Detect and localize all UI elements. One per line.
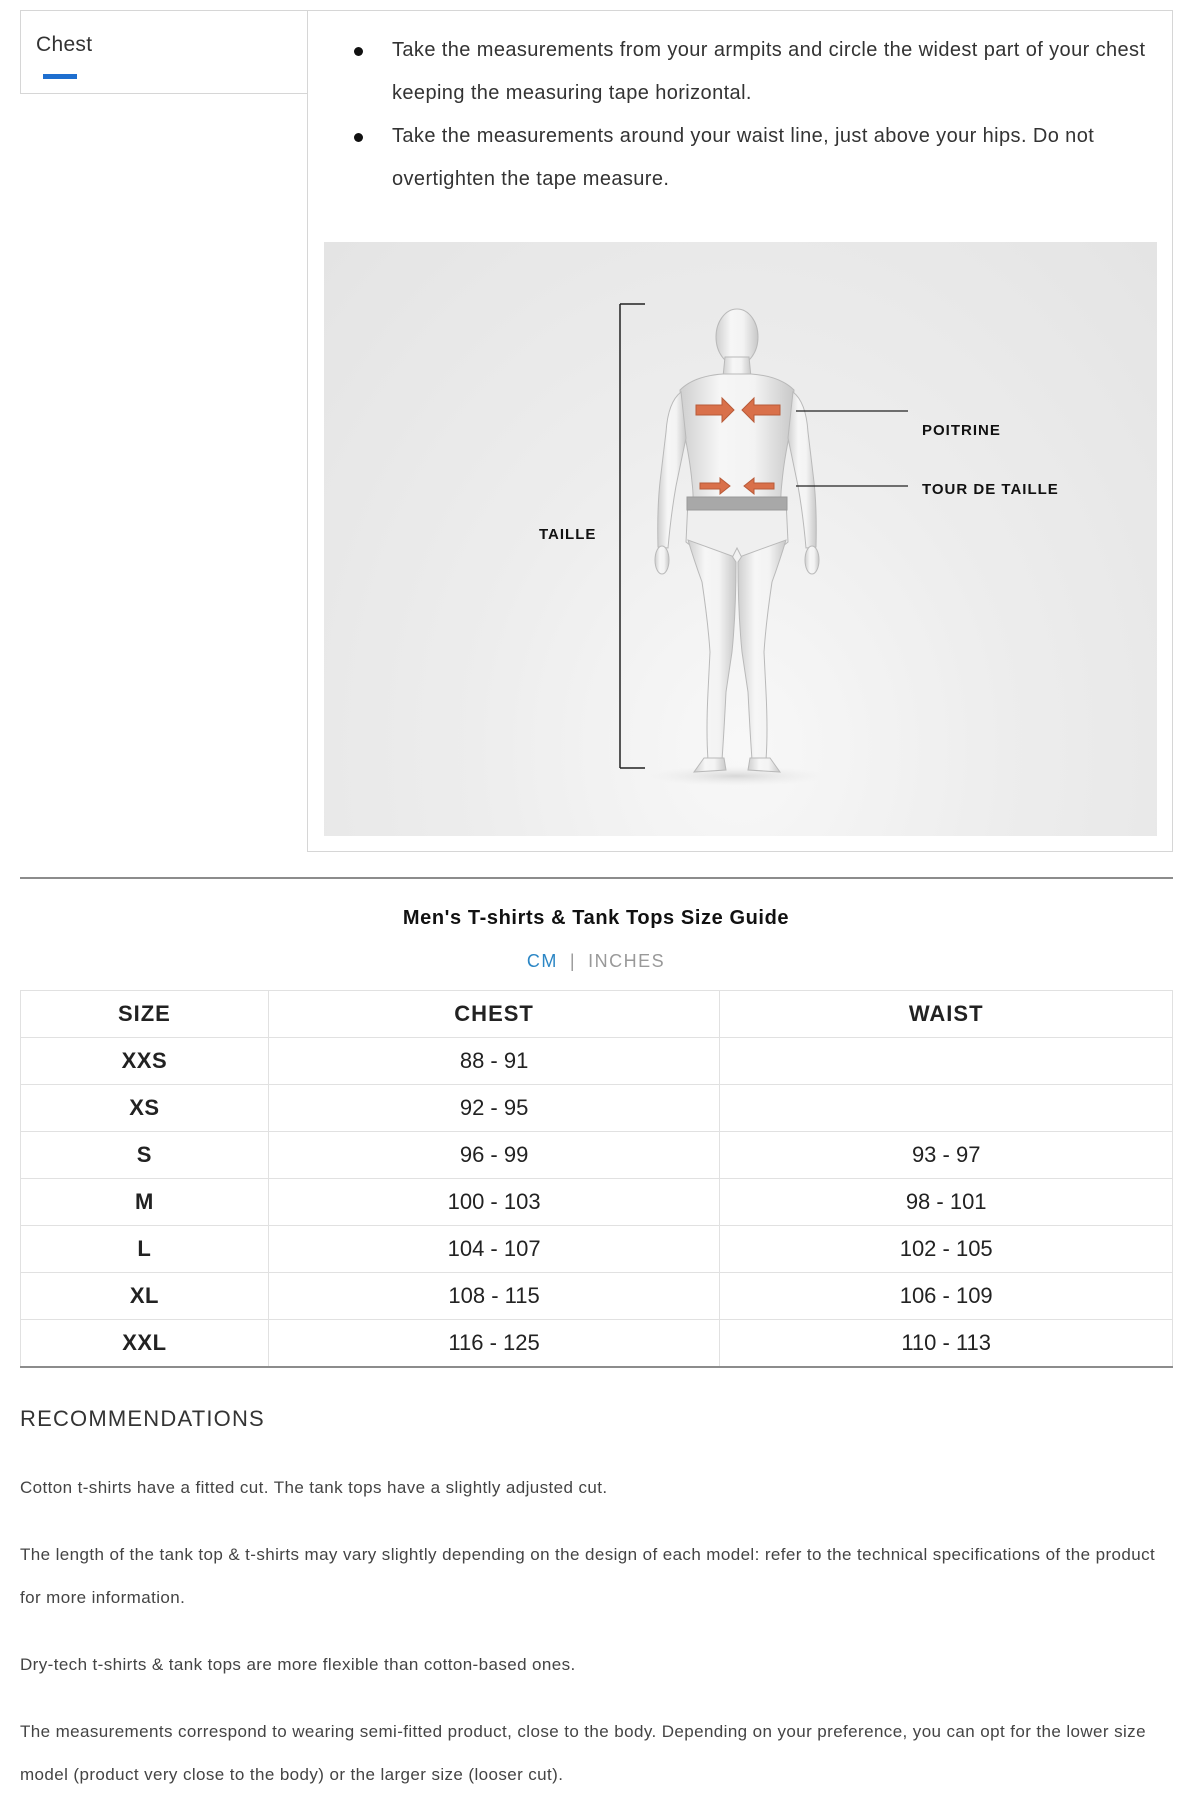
size-guide-title: Men's T-shirts & Tank Tops Size Guide — [402, 907, 790, 929]
chest-cell: 88 - 91 — [268, 1038, 720, 1085]
size-cell: XXL — [21, 1320, 269, 1368]
waist-cell: 93 - 97 — [720, 1132, 1173, 1179]
size-cell: XXS — [21, 1038, 269, 1085]
waist-cell: 106 - 109 — [720, 1273, 1173, 1320]
tab-list — [20, 10, 307, 94]
waist-label: TOUR DE TAILLE — [922, 481, 1059, 498]
bullet-dot-icon — [354, 133, 363, 142]
waist-cell: 102 - 105 — [720, 1226, 1173, 1273]
table-row — [21, 1273, 1173, 1320]
recommendation-paragraph: Cotton t-shirts have a fitted cut. The tank tops have a slightly adjusted cut. — [20, 1478, 608, 1497]
size-table — [20, 990, 1173, 1368]
table-header-row — [21, 991, 1173, 1038]
table-row — [21, 1179, 1173, 1226]
chest-cell: 100 - 103 — [268, 1179, 720, 1226]
column-header-chest: CHEST — [268, 991, 720, 1038]
instruction-text: Take the measurements from your armpits and circle the widest part of your chest keeping the measuring tape horizontal. — [392, 39, 1146, 104]
table-row — [21, 1132, 1173, 1179]
tab-content-panel — [307, 10, 1173, 852]
recommendation-paragraph: The length of the tank top & t-shirts may vary slightly depending on the design of each model: refer to the technical specifications of the product for more information. — [20, 1545, 1156, 1607]
chest-cell: 108 - 115 — [268, 1273, 720, 1320]
chest-label: POITRINE — [922, 422, 1001, 439]
column-header-size: SIZE — [21, 991, 269, 1038]
unit-cm-button[interactable]: CM — [526, 951, 558, 971]
body-measurement-illustration — [324, 242, 1157, 836]
recommendation-paragraph: The measurements correspond to wearing semi-fitted product, close to the body. Depending on your preference, you can opt for the lower size model (product very close to the body) or the larger size (looser cut). — [20, 1722, 1146, 1784]
waist-cell: 110 - 113 — [720, 1320, 1173, 1368]
recommendation-paragraph: Dry-tech t-shirts & tank tops are more flexible than cotton-based ones. — [20, 1655, 576, 1674]
unit-inches-button[interactable]: INCHES — [588, 951, 666, 971]
table-row — [21, 1038, 1173, 1085]
size-cell: M — [21, 1179, 269, 1226]
column-header-waist: WAIST — [720, 991, 1173, 1038]
bullet-dot-icon — [354, 47, 363, 56]
mannequin-figure — [655, 309, 819, 772]
mannequin-diagram — [324, 242, 1157, 836]
waist-cell — [720, 1038, 1173, 1085]
chest-cell: 104 - 107 — [268, 1226, 720, 1273]
size-cell: XL — [21, 1273, 269, 1320]
table-row — [21, 1085, 1173, 1132]
instruction-item-waist — [350, 115, 1150, 201]
section-divider — [20, 877, 1173, 879]
instruction-item-chest — [350, 29, 1150, 115]
unit-separator: | — [569, 951, 577, 971]
active-tab-indicator — [43, 74, 77, 79]
waist-cell — [720, 1085, 1173, 1132]
table-row — [21, 1320, 1173, 1368]
measurement-instructions — [350, 29, 1150, 201]
tab-chest[interactable]: Chest — [36, 33, 93, 56]
recommendations-heading: RECOMMENDATIONS — [20, 1406, 265, 1431]
floor-shadow — [646, 766, 826, 786]
unit-toggle — [0, 951, 1192, 972]
size-cell: XS — [21, 1085, 269, 1132]
chest-cell: 116 - 125 — [268, 1320, 720, 1368]
height-label: TAILLE — [539, 526, 597, 543]
size-cell: L — [21, 1226, 269, 1273]
height-measure-bar — [620, 304, 645, 768]
waist-cell: 98 - 101 — [720, 1179, 1173, 1226]
chest-cell: 96 - 99 — [268, 1132, 720, 1179]
chest-cell: 92 - 95 — [268, 1085, 720, 1132]
size-cell: S — [21, 1132, 269, 1179]
instruction-text: Take the measurements around your waist line, just above your hips. Do not overtighten the tape measure. — [392, 125, 1095, 190]
table-row — [21, 1226, 1173, 1273]
